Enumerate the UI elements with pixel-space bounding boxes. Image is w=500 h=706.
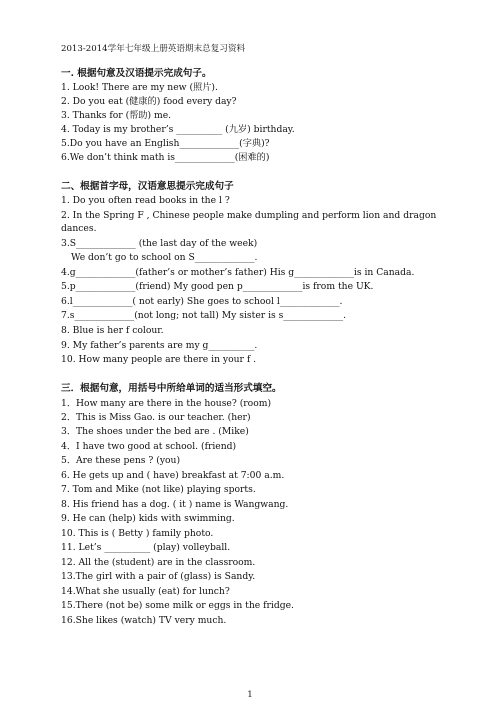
s2-line-2-cont: dances.: [61, 223, 97, 234]
s2-line-3: 3.S_____________ (the last day of the week): [61, 238, 258, 249]
s3-line-1: 1．How many are there in the house? (room): [61, 398, 272, 409]
s2-line-4: 4.g_____________(father’s or mother’s father) His g_____________is in Canada.: [61, 267, 415, 278]
s1-line-2: 2. Do you eat (健康的) food every day?: [61, 96, 237, 107]
s2-line-1: 1. Do you often read books in the l ?: [61, 195, 230, 206]
s1-line-3: 3. Thanks for (帮助) me.: [61, 110, 172, 121]
s1-line-6: 6.We don’t think math is_____________(困难的): [61, 152, 270, 163]
page-number: 1: [247, 690, 253, 700]
s2-line-6: 6.l_____________( not early) She goes to school l_____________.: [61, 296, 343, 307]
s3-line-9: 9. He can (help) kids with swimming.: [61, 513, 235, 524]
section-3-heading: 三．根据句意，用括号中所给单词的适当形式填空。: [61, 383, 282, 394]
s3-line-2: 2．This is Miss Gao. is our teacher. (her): [61, 412, 251, 423]
s3-line-7: 7. Tom and Mike (not like) playing sports.: [61, 484, 256, 495]
s3-line-5: 5．Are these pens ? (you): [61, 455, 181, 466]
s2-line-9: 9. My father’s parents are my g__________.: [61, 340, 258, 351]
s3-line-12: 12. All the (student) are in the classroom.: [61, 557, 256, 568]
s2-line-7: 7.s_____________(not long; not tall) My sister is s_____________.: [61, 310, 346, 321]
s3-line-3: 3．The shoes under the bed are . (Mike): [61, 426, 249, 437]
document-title: 2013-2014学年七年级上册英语期末总复习资料: [61, 44, 246, 54]
s3-line-13: 13.The girl with a pair of (glass) is Sandy.: [61, 571, 256, 582]
s3-line-16: 16.She likes (watch) TV very much.: [61, 615, 227, 626]
s2-line-8: 8. Blue is her f colour.: [61, 325, 164, 336]
s1-line-1: 1. Look! There are my new (照片).: [61, 82, 218, 93]
s3-line-11: 11. Let’s __________ (play) volleyball.: [61, 542, 231, 553]
s1-line-4: 4. Today is my brother’s __________ (九岁) birthday.: [61, 124, 295, 135]
s3-line-10: 10. This is ( Betty ) family photo.: [61, 528, 214, 539]
s3-line-15: 15.There (not be) some milk or eggs in the fridge.: [61, 600, 294, 611]
s3-line-6: 6. He gets up and ( have) breakfast at 7:00 a.m.: [61, 470, 285, 481]
s2-line-10: 10. How many people are there in your f .: [61, 354, 257, 365]
s2-line-3-sentence: We don’t go to school on S_____________.: [71, 252, 258, 263]
s2-line-2: 2. In the Spring F , Chinese people make dumpling and perform lion and dragon: [61, 210, 437, 221]
s3-line-14: 14.What she usually (eat) for lunch?: [61, 586, 230, 597]
section-1-heading: 一. 根据句意及汉语提示完成句子。: [61, 68, 212, 79]
s1-line-5: 5.Do you have an English_____________(字典)?: [61, 138, 270, 149]
s3-line-4: 4．I have two good at school. (friend): [61, 441, 237, 452]
s3-line-8: 8. His friend has a dog. ( it ) name is Wangwang.: [61, 499, 289, 510]
s2-line-5: 5.p_____________(friend) My good pen p_____________is from the UK.: [61, 281, 374, 292]
section-2-heading: 二、根据首字母，汉语意思提示完成句子: [61, 181, 234, 192]
